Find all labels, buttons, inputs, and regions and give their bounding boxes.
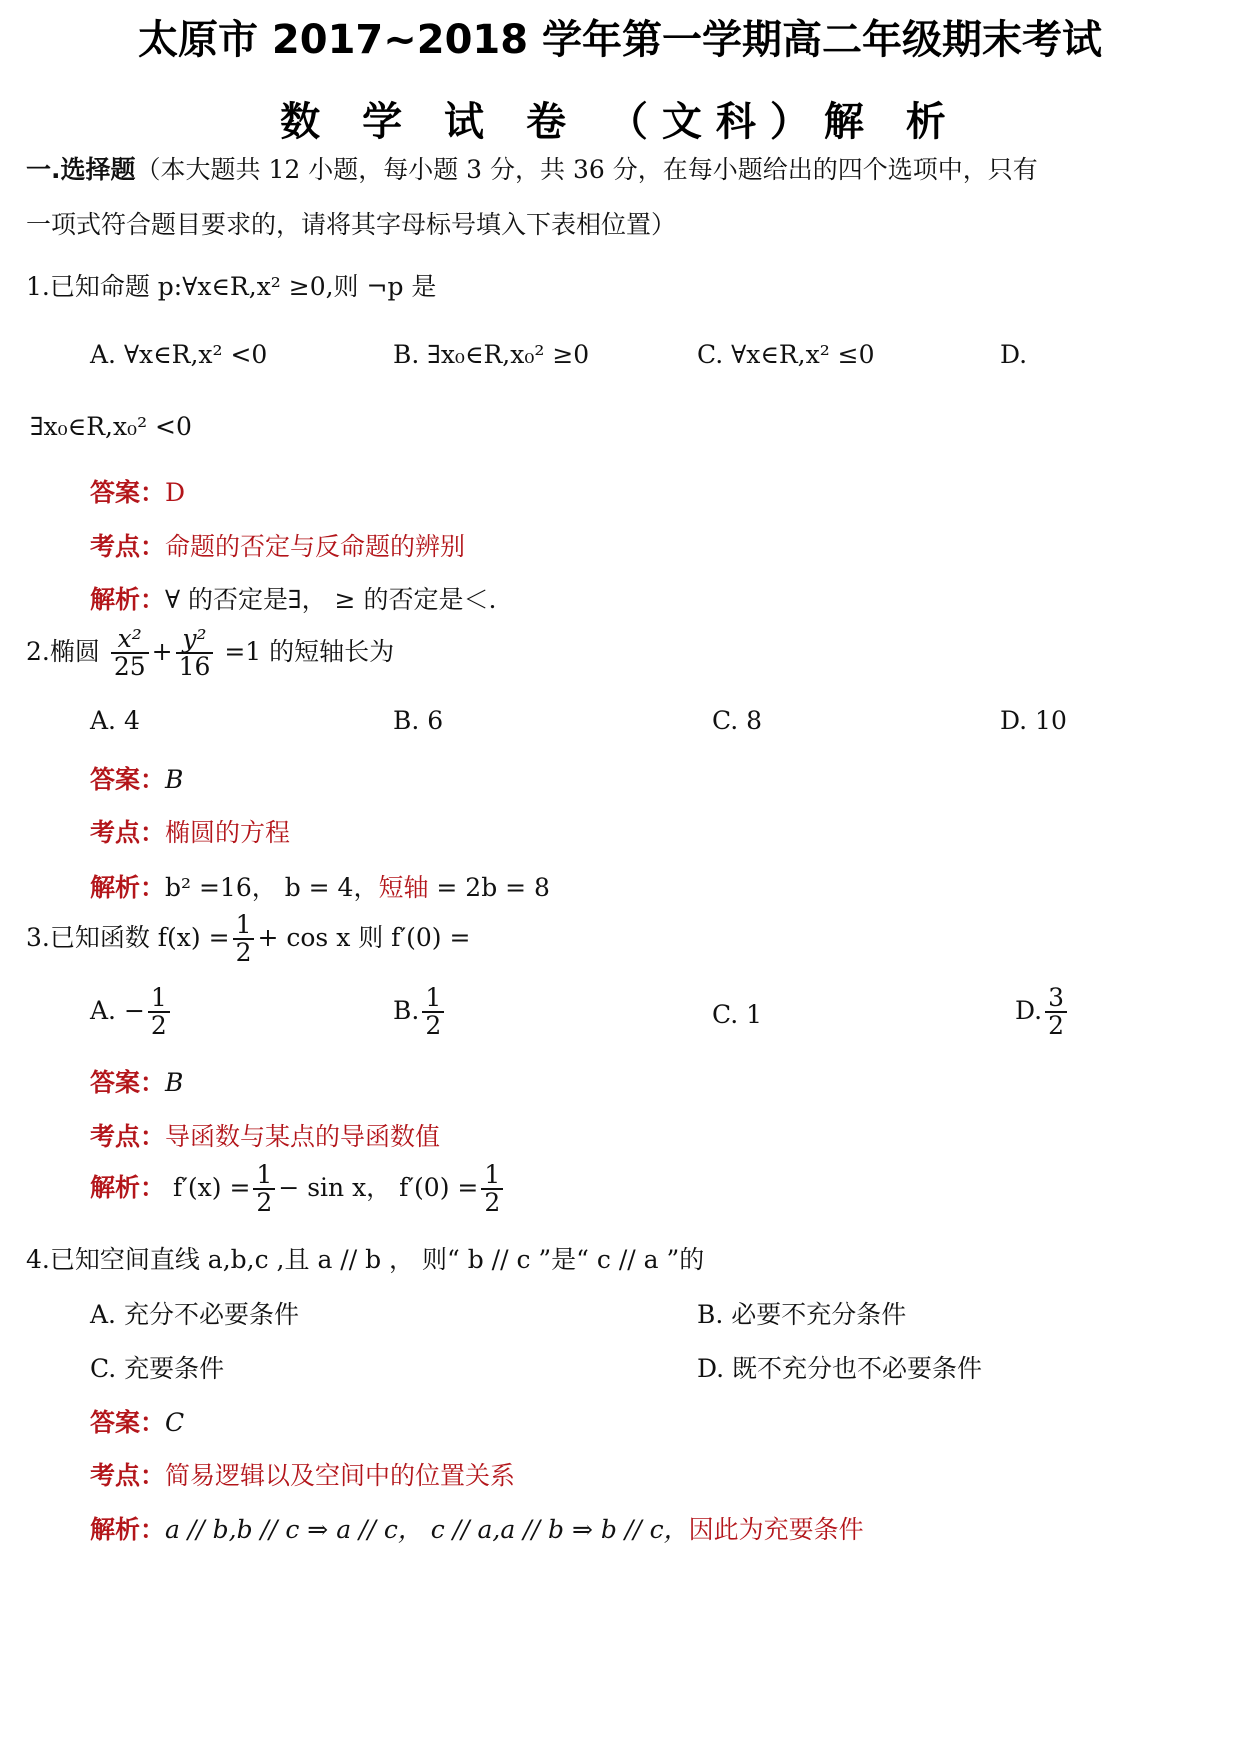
q2-frac1-num: x² — [111, 626, 149, 654]
q2-plus: + — [151, 636, 173, 666]
q1-option-a: A. ∀x∈R,x² <0 — [90, 340, 268, 369]
point-label: 考点： — [90, 1461, 166, 1490]
q3-option-b — [393, 985, 447, 1040]
q3-analysis-a: f′(x) = — [172, 1172, 251, 1202]
q3-analysis-row — [90, 1162, 506, 1217]
q2-option-d: D. 10 — [1000, 706, 1067, 735]
q3-analysis-den1: 2 — [256, 1188, 273, 1218]
q3-analysis-frac-1 — [253, 1162, 275, 1217]
q4-analysis-row — [90, 1510, 864, 1546]
title-line-2: 数 学 试 卷 （文科）解 析 — [280, 99, 960, 145]
q2-analysis-c: = 2b = 8 — [428, 873, 550, 902]
q3-frac-den: 2 — [235, 938, 252, 968]
q2-point-row — [90, 813, 290, 849]
q3-option-d-den: 2 — [1048, 1011, 1065, 1041]
q3-option-a-prefix: A. − — [90, 995, 145, 1025]
point-label: 考点： — [90, 1122, 166, 1151]
answer-label: 答案： — [90, 1408, 166, 1437]
analysis-label: 解析： — [90, 1172, 166, 1202]
q3-analysis-num2: 1 — [481, 1162, 503, 1190]
analysis-label: 解析： — [90, 873, 166, 902]
q2-option-c: C. 8 — [712, 706, 763, 735]
q3-option-b-frac — [422, 985, 444, 1040]
q3-answer: B — [165, 1068, 184, 1097]
q2-point: 椭圆的方程 — [165, 818, 291, 847]
q1-analysis-row — [90, 580, 496, 616]
q2-analysis-b: 短轴 — [378, 873, 429, 902]
q2-frac2-den: 16 — [178, 652, 211, 682]
q4-option-b: B. 必要不充分条件 — [697, 1300, 907, 1329]
q3-option-a — [90, 985, 173, 1040]
q1-option-d: D. — [1000, 340, 1028, 369]
answer-label: 答案： — [90, 765, 166, 794]
q1-answer-row — [90, 473, 185, 509]
q2-stem — [26, 626, 394, 681]
q3-analysis-num1: 1 — [253, 1162, 275, 1190]
answer-label: 答案： — [90, 1068, 166, 1097]
q2-analysis-row — [90, 868, 550, 904]
section-intro-b: 一项式符合题目要求的，请将其字母标号填入下表相位置） — [26, 210, 677, 239]
q3-stem-suffix: + cos x 则 f′(0) = — [257, 922, 471, 952]
q1-point: 命题的否定与反命题的辨别 — [165, 532, 466, 561]
q2-option-a: A. 4 — [90, 706, 140, 735]
q2-stem-prefix: 2.椭圆 — [26, 636, 100, 666]
title-line-1: 太原市 2017~2018 学年第一学期高二年级期末考试 — [137, 17, 1103, 63]
q3-option-d — [1015, 985, 1070, 1040]
q2-frac1-den: 25 — [113, 652, 146, 682]
q3-option-a-num: 1 — [148, 985, 170, 1013]
q4-option-a: A. 充分不必要条件 — [90, 1300, 299, 1329]
q2-answer: B — [165, 765, 184, 794]
q3-option-d-prefix: D. — [1015, 995, 1043, 1025]
q4-answer: C — [165, 1408, 185, 1437]
q4-stem: 4.已知空间直线 a,b,c ,且 a // b ， 则“ b // c ”是“ c // a ”的 — [26, 1245, 705, 1274]
answer-label: 答案： — [90, 478, 166, 507]
q2-frac2-num: y² — [176, 626, 214, 654]
q3-analysis-den2: 2 — [484, 1188, 501, 1218]
q3-answer-row — [90, 1063, 183, 1099]
q3-option-b-prefix: B. — [393, 995, 420, 1025]
q3-frac-num: 1 — [233, 912, 255, 940]
q4-analysis-a: a // b,b // c ⇒ a // c， c // a,a // b ⇒ b // c， — [165, 1515, 689, 1544]
q3-option-a-den: 2 — [150, 1011, 167, 1041]
q4-point: 简易逻辑以及空间中的位置关系 — [165, 1461, 516, 1490]
q3-point-row — [90, 1117, 440, 1153]
q2-fraction-y — [176, 626, 214, 681]
q4-option-c: C. 充要条件 — [90, 1354, 225, 1383]
q3-option-a-frac — [148, 985, 170, 1040]
point-label: 考点： — [90, 818, 166, 847]
section-heading: 一.选择题 — [26, 155, 136, 184]
q1-analysis: ∀ 的否定是∃， ≥ 的否定是＜. — [165, 585, 497, 614]
q3-analysis-frac-2 — [481, 1162, 503, 1217]
q1-answer: D — [165, 478, 186, 507]
q2-analysis-a: b² =16， b = 4， — [165, 873, 379, 902]
q1-stem: 1.已知命题 p:∀x∈R,x² ≥0,则 ¬p 是 — [26, 272, 437, 301]
q2-stem-suffix: =1 的短轴长为 — [224, 636, 395, 666]
point-label: 考点： — [90, 532, 166, 561]
analysis-label: 解析： — [90, 585, 166, 614]
q1-option-c: C. ∀x∈R,x² ≤0 — [697, 340, 875, 369]
q3-option-b-num: 1 — [422, 985, 444, 1013]
q3-stem-prefix: 3.已知函数 f(x) = — [26, 922, 230, 952]
section-intro-a: （本大题共 12 小题，每小题 3 分，共 36 分，在每小题给出的四个选项中，只有 — [135, 155, 1038, 184]
q3-analysis-b: − sin x， f′(0) = — [278, 1172, 479, 1202]
q1-option-b: B. ∃x₀∈R,x₀² ≥0 — [393, 340, 590, 369]
q2-answer-row — [90, 760, 183, 796]
q4-analysis-b: 因此为充要条件 — [688, 1515, 864, 1544]
q3-option-d-frac — [1045, 985, 1067, 1040]
q4-answer-row — [90, 1403, 184, 1439]
q3-stem — [26, 912, 470, 967]
section-intro-line-1 — [26, 150, 1038, 186]
analysis-label: 解析： — [90, 1515, 166, 1544]
q2-fraction-x — [111, 626, 149, 681]
q2-option-b: B. 6 — [393, 706, 444, 735]
q3-option-c: C. 1 — [712, 1000, 763, 1029]
q4-point-row — [90, 1456, 515, 1492]
q3-point: 导函数与某点的导函数值 — [165, 1122, 441, 1151]
q3-option-b-den: 2 — [425, 1011, 442, 1041]
q1-point-row — [90, 527, 465, 563]
q3-fraction — [233, 912, 255, 967]
q3-option-d-num: 3 — [1045, 985, 1067, 1013]
q4-option-d: D. 既不充分也不必要条件 — [697, 1354, 983, 1383]
q1-option-d-content: ∃x₀∈R,x₀² <0 — [30, 412, 192, 441]
